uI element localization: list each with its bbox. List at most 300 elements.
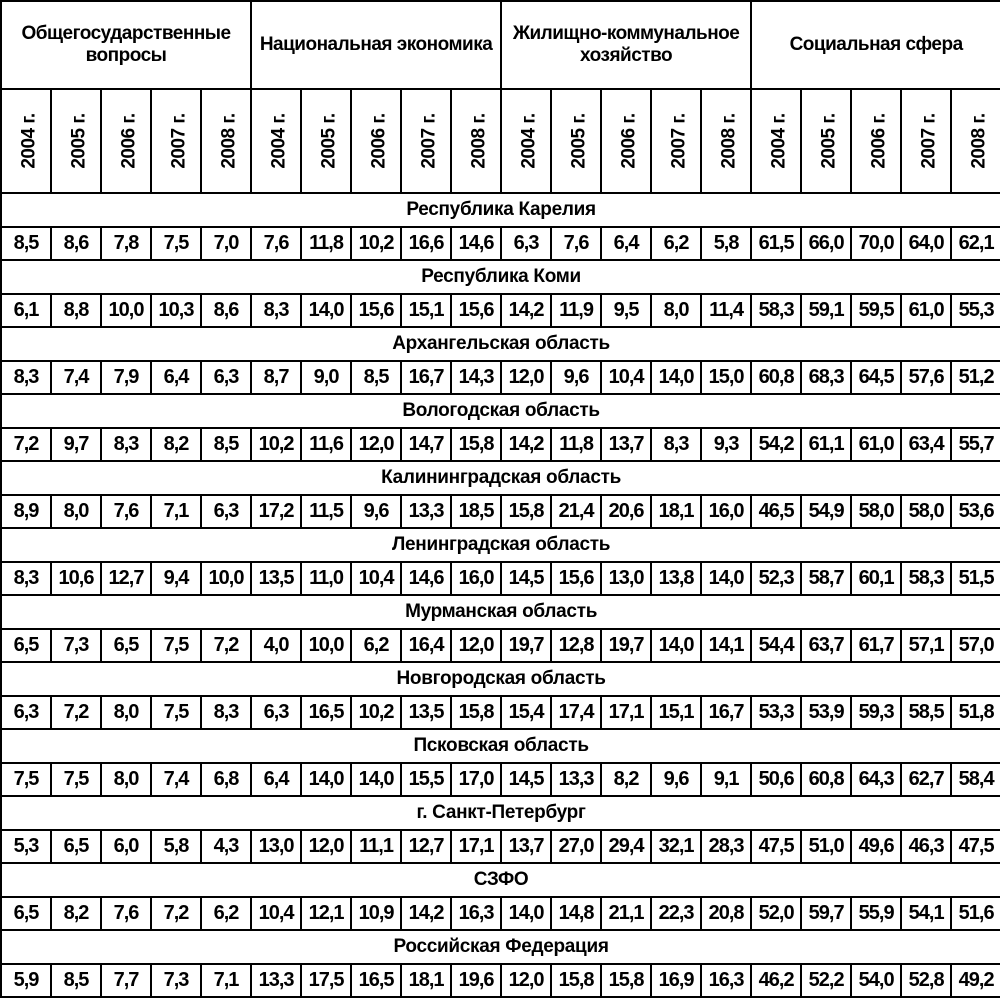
value-cell: 59,5 — [851, 294, 901, 327]
value-cell: 8,0 — [101, 763, 151, 796]
value-cell: 12,0 — [351, 428, 401, 461]
value-cell: 49,6 — [851, 830, 901, 863]
value-cell: 10,0 — [301, 629, 351, 662]
value-cell: 46,3 — [901, 830, 951, 863]
year-label: 2006 г. — [618, 113, 640, 169]
value-cell: 64,3 — [851, 763, 901, 796]
value-cell: 64,5 — [851, 361, 901, 394]
value-cell: 8,2 — [51, 897, 101, 930]
value-cell: 9,5 — [601, 294, 651, 327]
value-cell: 4,0 — [251, 629, 301, 662]
value-cell: 8,0 — [651, 294, 701, 327]
year-header — [251, 89, 301, 193]
value-cell: 54,1 — [901, 897, 951, 930]
values-row — [1, 428, 1000, 461]
year-label: 2005 г. — [568, 113, 590, 169]
value-cell: 14,0 — [501, 897, 551, 930]
value-cell: 12,0 — [301, 830, 351, 863]
value-cell: 15,8 — [551, 964, 601, 997]
region-name: СЗФО — [1, 863, 1000, 897]
region-row — [1, 394, 1000, 428]
value-cell: 14,8 — [551, 897, 601, 930]
value-cell: 16,3 — [451, 897, 501, 930]
year-label: 2004 г. — [518, 113, 540, 169]
value-cell: 8,5 — [51, 964, 101, 997]
value-cell: 18,1 — [651, 495, 701, 528]
value-cell: 12,8 — [551, 629, 601, 662]
value-cell: 9,0 — [301, 361, 351, 394]
value-cell: 11,9 — [551, 294, 601, 327]
value-cell: 6,0 — [101, 830, 151, 863]
year-header-row — [1, 89, 1000, 193]
value-cell: 6,3 — [201, 495, 251, 528]
value-cell: 11,8 — [551, 428, 601, 461]
value-cell: 52,8 — [901, 964, 951, 997]
value-cell: 15,6 — [551, 562, 601, 595]
year-header — [601, 89, 651, 193]
value-cell: 8,3 — [201, 696, 251, 729]
value-cell: 8,2 — [601, 763, 651, 796]
value-cell: 15,8 — [501, 495, 551, 528]
value-cell: 61,0 — [851, 428, 901, 461]
value-cell: 9,4 — [151, 562, 201, 595]
value-cell: 7,3 — [151, 964, 201, 997]
value-cell: 13,3 — [401, 495, 451, 528]
value-cell: 59,7 — [801, 897, 851, 930]
value-cell: 16,7 — [701, 696, 751, 729]
value-cell: 7,5 — [151, 629, 201, 662]
value-cell: 17,1 — [451, 830, 501, 863]
region-row — [1, 863, 1000, 897]
value-cell: 53,9 — [801, 696, 851, 729]
value-cell: 14,3 — [451, 361, 501, 394]
value-cell: 7,4 — [151, 763, 201, 796]
value-cell: 58,3 — [751, 294, 801, 327]
value-cell: 6,4 — [601, 227, 651, 260]
values-row — [1, 294, 1000, 327]
value-cell: 5,9 — [1, 964, 51, 997]
value-cell: 7,2 — [151, 897, 201, 930]
value-cell: 22,3 — [651, 897, 701, 930]
value-cell: 14,6 — [401, 562, 451, 595]
value-cell: 10,6 — [51, 562, 101, 595]
year-label: 2008 г. — [968, 113, 990, 169]
region-row — [1, 193, 1000, 227]
value-cell: 11,6 — [301, 428, 351, 461]
value-cell: 63,4 — [901, 428, 951, 461]
value-cell: 8,3 — [1, 562, 51, 595]
value-cell: 17,4 — [551, 696, 601, 729]
value-cell: 6,5 — [1, 897, 51, 930]
values-row — [1, 562, 1000, 595]
value-cell: 12,0 — [501, 964, 551, 997]
region-row — [1, 327, 1000, 361]
value-cell: 54,9 — [801, 495, 851, 528]
value-cell: 13,5 — [251, 562, 301, 595]
value-cell: 8,7 — [251, 361, 301, 394]
value-cell: 8,5 — [201, 428, 251, 461]
value-cell: 7,5 — [151, 227, 201, 260]
value-cell: 7,1 — [151, 495, 201, 528]
region-name: Ленинградская область — [1, 528, 1000, 562]
value-cell: 15,5 — [401, 763, 451, 796]
year-header — [1, 89, 51, 193]
year-label: 2006 г. — [868, 113, 890, 169]
value-cell: 8,3 — [1, 361, 51, 394]
value-cell: 7,0 — [201, 227, 251, 260]
value-cell: 14,0 — [701, 562, 751, 595]
year-label: 2008 г. — [218, 113, 240, 169]
value-cell: 15,8 — [451, 428, 501, 461]
value-cell: 6,4 — [151, 361, 201, 394]
value-cell: 58,7 — [801, 562, 851, 595]
region-row — [1, 729, 1000, 763]
value-cell: 6,2 — [351, 629, 401, 662]
value-cell: 19,6 — [451, 964, 501, 997]
value-cell: 12,0 — [501, 361, 551, 394]
value-cell: 59,3 — [851, 696, 901, 729]
year-header — [201, 89, 251, 193]
value-cell: 11,5 — [301, 495, 351, 528]
value-cell: 9,6 — [351, 495, 401, 528]
region-name: Калининградская область — [1, 461, 1000, 495]
value-cell: 32,1 — [651, 830, 701, 863]
region-name: Новгородская область — [1, 662, 1000, 696]
value-cell: 58,3 — [901, 562, 951, 595]
year-header — [301, 89, 351, 193]
value-cell: 53,3 — [751, 696, 801, 729]
value-cell: 55,9 — [851, 897, 901, 930]
value-cell: 66,0 — [801, 227, 851, 260]
year-header — [801, 89, 851, 193]
value-cell: 52,0 — [751, 897, 801, 930]
value-cell: 51,5 — [951, 562, 1000, 595]
value-cell: 55,3 — [951, 294, 1000, 327]
region-row — [1, 595, 1000, 629]
year-label: 2007 г. — [418, 113, 440, 169]
value-cell: 18,1 — [401, 964, 451, 997]
value-cell: 14,6 — [451, 227, 501, 260]
value-cell: 11,8 — [301, 227, 351, 260]
value-cell: 8,8 — [51, 294, 101, 327]
region-row — [1, 461, 1000, 495]
year-header — [401, 89, 451, 193]
value-cell: 7,2 — [201, 629, 251, 662]
year-label: 2005 г. — [818, 113, 840, 169]
year-label: 2006 г. — [118, 113, 140, 169]
value-cell: 16,7 — [401, 361, 451, 394]
values-row — [1, 897, 1000, 930]
value-cell: 58,4 — [951, 763, 1000, 796]
value-cell: 21,1 — [601, 897, 651, 930]
year-header — [651, 89, 701, 193]
value-cell: 14,2 — [501, 428, 551, 461]
value-cell: 5,3 — [1, 830, 51, 863]
value-cell: 57,0 — [951, 629, 1000, 662]
value-cell: 20,6 — [601, 495, 651, 528]
value-cell: 29,4 — [601, 830, 651, 863]
region-name: Российская Федерация — [1, 930, 1000, 964]
value-cell: 6,2 — [201, 897, 251, 930]
region-name: г. Санкт-Петербург — [1, 796, 1000, 830]
value-cell: 6,1 — [1, 294, 51, 327]
value-cell: 6,5 — [101, 629, 151, 662]
value-cell: 10,4 — [601, 361, 651, 394]
year-label: 2007 г. — [668, 113, 690, 169]
value-cell: 47,5 — [751, 830, 801, 863]
value-cell: 19,7 — [501, 629, 551, 662]
value-cell: 6,4 — [251, 763, 301, 796]
value-cell: 18,5 — [451, 495, 501, 528]
value-cell: 15,6 — [351, 294, 401, 327]
year-label: 2008 г. — [718, 113, 740, 169]
value-cell: 15,0 — [701, 361, 751, 394]
value-cell: 7,5 — [51, 763, 101, 796]
value-cell: 7,6 — [101, 495, 151, 528]
value-cell: 15,1 — [651, 696, 701, 729]
value-cell: 7,4 — [51, 361, 101, 394]
value-cell: 20,8 — [701, 897, 751, 930]
value-cell: 13,8 — [651, 562, 701, 595]
value-cell: 58,5 — [901, 696, 951, 729]
values-row — [1, 964, 1000, 997]
table-body — [1, 193, 1000, 997]
year-label: 2004 г. — [768, 113, 790, 169]
value-cell: 13,0 — [251, 830, 301, 863]
year-label: 2005 г. — [318, 113, 340, 169]
value-cell: 17,5 — [301, 964, 351, 997]
value-cell: 10,2 — [251, 428, 301, 461]
value-cell: 13,0 — [601, 562, 651, 595]
value-cell: 15,8 — [451, 696, 501, 729]
year-header — [351, 89, 401, 193]
value-cell: 8,6 — [51, 227, 101, 260]
region-name: Вологодская область — [1, 394, 1000, 428]
value-cell: 64,0 — [901, 227, 951, 260]
value-cell: 10,2 — [351, 696, 401, 729]
value-cell: 12,7 — [401, 830, 451, 863]
region-name: Архангельская область — [1, 327, 1000, 361]
value-cell: 52,2 — [801, 964, 851, 997]
value-cell: 54,2 — [751, 428, 801, 461]
group-header-housing-utilities: Жилищно-коммунальное хозяйство — [501, 1, 751, 89]
region-name: Республика Карелия — [1, 193, 1000, 227]
value-cell: 12,1 — [301, 897, 351, 930]
value-cell: 58,0 — [901, 495, 951, 528]
value-cell: 54,0 — [851, 964, 901, 997]
year-header — [901, 89, 951, 193]
year-header — [451, 89, 501, 193]
value-cell: 9,1 — [701, 763, 751, 796]
value-cell: 9,6 — [651, 763, 701, 796]
value-cell: 47,5 — [951, 830, 1000, 863]
value-cell: 16,5 — [301, 696, 351, 729]
value-cell: 49,2 — [951, 964, 1000, 997]
value-cell: 58,0 — [851, 495, 901, 528]
value-cell: 16,0 — [451, 562, 501, 595]
value-cell: 16,9 — [651, 964, 701, 997]
year-label: 2004 г. — [18, 113, 40, 169]
value-cell: 7,6 — [101, 897, 151, 930]
value-cell: 17,1 — [601, 696, 651, 729]
value-cell: 8,3 — [251, 294, 301, 327]
values-row — [1, 227, 1000, 260]
year-label: 2004 г. — [268, 113, 290, 169]
value-cell: 9,7 — [51, 428, 101, 461]
value-cell: 9,3 — [701, 428, 751, 461]
value-cell: 57,6 — [901, 361, 951, 394]
year-header — [501, 89, 551, 193]
value-cell: 7,1 — [201, 964, 251, 997]
value-cell: 8,9 — [1, 495, 51, 528]
value-cell: 6,3 — [251, 696, 301, 729]
value-cell: 15,4 — [501, 696, 551, 729]
value-cell: 10,9 — [351, 897, 401, 930]
value-cell: 28,3 — [701, 830, 751, 863]
region-row — [1, 528, 1000, 562]
year-header — [701, 89, 751, 193]
value-cell: 60,8 — [751, 361, 801, 394]
values-row — [1, 830, 1000, 863]
year-label: 2007 г. — [918, 113, 940, 169]
value-cell: 14,0 — [651, 629, 701, 662]
values-row — [1, 763, 1000, 796]
value-cell: 46,2 — [751, 964, 801, 997]
value-cell: 62,1 — [951, 227, 1000, 260]
region-name: Мурманская область — [1, 595, 1000, 629]
value-cell: 6,3 — [201, 361, 251, 394]
value-cell: 6,2 — [651, 227, 701, 260]
value-cell: 7,3 — [51, 629, 101, 662]
year-header — [851, 89, 901, 193]
value-cell: 51,6 — [951, 897, 1000, 930]
value-cell: 10,0 — [201, 562, 251, 595]
value-cell: 8,5 — [1, 227, 51, 260]
value-cell: 7,2 — [1, 428, 51, 461]
value-cell: 68,3 — [801, 361, 851, 394]
value-cell: 62,7 — [901, 763, 951, 796]
value-cell: 46,5 — [751, 495, 801, 528]
value-cell: 14,2 — [501, 294, 551, 327]
value-cell: 10,0 — [101, 294, 151, 327]
value-cell: 6,3 — [1, 696, 51, 729]
value-cell: 51,0 — [801, 830, 851, 863]
year-label: 2007 г. — [168, 113, 190, 169]
region-row — [1, 662, 1000, 696]
value-cell: 57,1 — [901, 629, 951, 662]
value-cell: 14,2 — [401, 897, 451, 930]
year-header — [151, 89, 201, 193]
value-cell: 13,3 — [251, 964, 301, 997]
group-header-national-economy: Национальная экономика — [251, 1, 501, 89]
value-cell: 10,4 — [251, 897, 301, 930]
value-cell: 70,0 — [851, 227, 901, 260]
value-cell: 14,0 — [351, 763, 401, 796]
value-cell: 14,5 — [501, 562, 551, 595]
year-label: 2005 г. — [68, 113, 90, 169]
value-cell: 61,0 — [901, 294, 951, 327]
year-header — [551, 89, 601, 193]
group-header-row — [1, 1, 1000, 89]
value-cell: 14,0 — [651, 361, 701, 394]
value-cell: 12,7 — [101, 562, 151, 595]
year-header — [951, 89, 1000, 193]
value-cell: 14,0 — [301, 763, 351, 796]
values-row — [1, 629, 1000, 662]
year-label: 2006 г. — [368, 113, 390, 169]
value-cell: 13,7 — [501, 830, 551, 863]
value-cell: 14,7 — [401, 428, 451, 461]
value-cell: 7,5 — [151, 696, 201, 729]
value-cell: 16,4 — [401, 629, 451, 662]
year-label: 2008 г. — [468, 113, 490, 169]
value-cell: 7,7 — [101, 964, 151, 997]
value-cell: 51,8 — [951, 696, 1000, 729]
value-cell: 8,5 — [351, 361, 401, 394]
value-cell: 16,0 — [701, 495, 751, 528]
group-header-general-affairs: Общегосударственные вопросы — [1, 1, 251, 89]
value-cell: 7,6 — [551, 227, 601, 260]
value-cell: 13,5 — [401, 696, 451, 729]
value-cell: 6,8 — [201, 763, 251, 796]
value-cell: 6,5 — [51, 830, 101, 863]
value-cell: 61,7 — [851, 629, 901, 662]
value-cell: 50,6 — [751, 763, 801, 796]
value-cell: 7,5 — [1, 763, 51, 796]
value-cell: 13,7 — [601, 428, 651, 461]
value-cell: 8,3 — [651, 428, 701, 461]
value-cell: 15,6 — [451, 294, 501, 327]
value-cell: 7,2 — [51, 696, 101, 729]
value-cell: 63,7 — [801, 629, 851, 662]
value-cell: 16,3 — [701, 964, 751, 997]
value-cell: 59,1 — [801, 294, 851, 327]
value-cell: 6,3 — [501, 227, 551, 260]
group-header-social-sphere: Социальная сфера — [751, 1, 1000, 89]
region-row — [1, 930, 1000, 964]
values-row — [1, 361, 1000, 394]
year-header — [51, 89, 101, 193]
value-cell: 6,5 — [1, 629, 51, 662]
value-cell: 19,7 — [601, 629, 651, 662]
value-cell: 8,0 — [51, 495, 101, 528]
value-cell: 11,0 — [301, 562, 351, 595]
value-cell: 13,3 — [551, 763, 601, 796]
value-cell: 10,4 — [351, 562, 401, 595]
value-cell: 60,1 — [851, 562, 901, 595]
value-cell: 16,6 — [401, 227, 451, 260]
value-cell: 17,2 — [251, 495, 301, 528]
value-cell: 8,3 — [101, 428, 151, 461]
value-cell: 14,1 — [701, 629, 751, 662]
value-cell: 60,8 — [801, 763, 851, 796]
value-cell: 4,3 — [201, 830, 251, 863]
value-cell: 7,9 — [101, 361, 151, 394]
value-cell: 8,0 — [101, 696, 151, 729]
value-cell: 53,6 — [951, 495, 1000, 528]
value-cell: 8,2 — [151, 428, 201, 461]
value-cell: 52,3 — [751, 562, 801, 595]
value-cell: 7,8 — [101, 227, 151, 260]
value-cell: 54,4 — [751, 629, 801, 662]
value-cell: 10,3 — [151, 294, 201, 327]
value-cell: 15,1 — [401, 294, 451, 327]
value-cell: 10,2 — [351, 227, 401, 260]
year-header — [751, 89, 801, 193]
value-cell: 14,0 — [301, 294, 351, 327]
value-cell: 61,5 — [751, 227, 801, 260]
region-name: Республика Коми — [1, 260, 1000, 294]
